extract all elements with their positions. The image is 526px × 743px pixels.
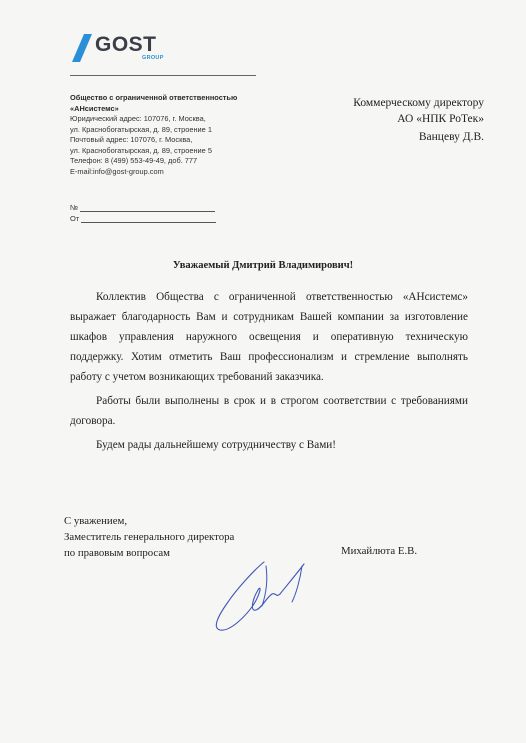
logo-subtitle: GROUP [142, 55, 164, 61]
letter-body [70, 287, 468, 455]
closing-position-dept: по правовым вопросам [64, 547, 170, 559]
ref-date-line [81, 215, 216, 223]
sender-details [70, 93, 310, 177]
logo-wordmark: GOST [95, 33, 157, 56]
addressee-block [353, 95, 484, 145]
company-logo [72, 32, 182, 64]
sender-postal-street: ул. Краснобогатырская, д. 89, строение 5 [70, 145, 212, 155]
sender-legal-address: Юридический адрес: 107076, г. Москва, [70, 114, 206, 123]
gost-logo-mark-icon [72, 34, 92, 62]
sender-email: E-mail:info@gost-group.com [70, 166, 164, 176]
closing-position: Заместитель генерального директора [64, 531, 235, 543]
addressee-company: АО «НПК РоТек» [397, 113, 484, 125]
body-paragraph-1: Коллектив Общества с ограниченной ответственностью «АНсистемс» выражает благодарность Вам и сотрудникам Вашей компании за изготовление шкафов управления наружного освещения и оперативную техническую поддержку. Хотим отметить Ваш профессионализм и стремление выполнять работу с учетом возникающих требований заказчика. [70, 291, 468, 383]
sender-phone: Телефон: 8 (499) 553-49-49, доб. 777 [70, 156, 198, 165]
addressee-position: Коммерческому директору [353, 97, 484, 109]
sender-postal-address: Почтовый адрес: 107076, г. Москва, [70, 135, 193, 144]
signer-name: Михайлюта Е.В. [341, 545, 418, 557]
sender-org-short: «АНсистемс» [70, 103, 119, 113]
ref-date-row [70, 212, 216, 223]
handwritten-signature-icon [206, 550, 326, 635]
body-paragraph-3: Будем рады дальнейшему сотрудничеству с Вами! [96, 439, 336, 451]
addressee-name: Ванцеву Д.В. [418, 131, 484, 143]
reference-fields [70, 201, 216, 223]
ref-number-line [80, 204, 215, 212]
header-divider [70, 75, 256, 76]
ref-number-row [70, 201, 216, 212]
closing-regards: С уважением, [64, 515, 128, 527]
body-paragraph-2: Работы были выполнены в срок и в строгом соответствии с требованиями договора. [70, 395, 468, 427]
sender-org-name: Общество с ограниченной ответственностью [70, 93, 238, 102]
salutation: Уважаемый Дмитрий Владимирович! [172, 260, 354, 271]
ref-number-label: № [70, 203, 79, 212]
ref-date-label: От [70, 214, 80, 223]
sender-legal-street: ул. Краснобогатырская, д. 89, строение 1 [70, 124, 212, 134]
